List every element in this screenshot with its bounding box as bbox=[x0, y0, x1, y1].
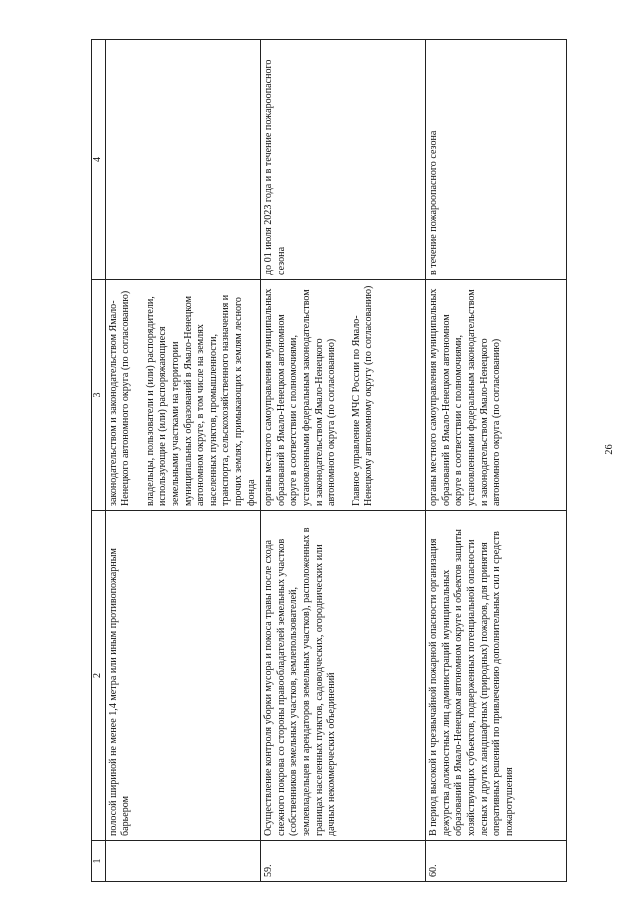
row-number: 60. bbox=[426, 841, 567, 882]
term-cell: до 01 июля 2023 года и в течение пожароопасного сезона bbox=[261, 40, 426, 280]
executor-text: Главное управление МЧС России по Ямало-Ненецкому автономному округу (по согласованию) bbox=[350, 285, 375, 506]
term-cell: в течение пожароопасного сезона bbox=[426, 40, 567, 280]
header-col-2: 2 bbox=[92, 511, 106, 841]
measure-cell: Осуществление контроля уборки мусора и покоса травы после схода снежного покрова со стороны правообладателей земельных участков (собственников земельных участков, землепользователей, землевладельцев и арендаторов земельных участков), расположенных в границах населенных пунктов, садоводческих, огороднических или дачных некоммерческих объединений bbox=[261, 511, 426, 841]
executor-text: органы местного самоуправления муниципальных образований в Ямало-Ненецком автономном округе в соответствии с полномочиями, установленными федеральным законодательством и законодательством Ямало-Ненецкого автономного округа (по согласованию) bbox=[428, 288, 503, 506]
measure-cell: В период высокой и чрезвычайной пожарной опасности организация дежурства должностных лиц администраций муниципальных образований в Ямало-Ненецком автономном округе и объектов защиты хозяйствующих субъектов, подверженных потенциальной опасности лесных и других ландшафтных (природных) пожаров, для принятия оперативных решений по привлечению дополнительных сил и средств пожаротушения bbox=[426, 511, 567, 841]
table-row bbox=[426, 40, 567, 882]
measures-table bbox=[91, 39, 567, 882]
header-col-1: 1 bbox=[92, 841, 106, 882]
executors-cell bbox=[261, 280, 426, 511]
executor-text: владельцы, пользователи и (или) распорядители, использующие и (или) распоряжающиеся земельными участками на территории муниципальных образований в Ямало-Ненецком автономном округе, в том числе на землях населенных пунктов, промышленности, транспорта, сельскохозяйственного назначения и прочих землях, примыкающих к землям лесного фонда bbox=[144, 294, 257, 506]
rotated-table-sheet bbox=[91, 60, 567, 882]
table-row bbox=[261, 40, 426, 882]
table-row bbox=[105, 40, 261, 882]
executors-cell bbox=[105, 280, 261, 511]
executor-text: органы местного самоуправления муниципальных образований в Ямало-Ненецком автономном округе в соответствии с полномочиями, установленными федеральным законодательством и законодательством Ямало-Ненецкого автономного округа (по согласованию) bbox=[263, 288, 338, 506]
page-number: 26 bbox=[603, 444, 615, 455]
executors-cell bbox=[426, 280, 567, 511]
measure-cell: полосой шириной не менее 1,4 метра или иным противопожарным барьером bbox=[105, 511, 261, 841]
row-number bbox=[105, 841, 261, 882]
executor-text: законодательством и законодательством Ямало-Ненецкого автономного округа (по согласованию) bbox=[107, 290, 132, 506]
row-number: 59. bbox=[261, 841, 426, 882]
header-row bbox=[92, 40, 106, 882]
header-col-4: 4 bbox=[92, 40, 106, 280]
term-cell bbox=[105, 40, 261, 280]
header-col-3: 3 bbox=[92, 280, 106, 511]
